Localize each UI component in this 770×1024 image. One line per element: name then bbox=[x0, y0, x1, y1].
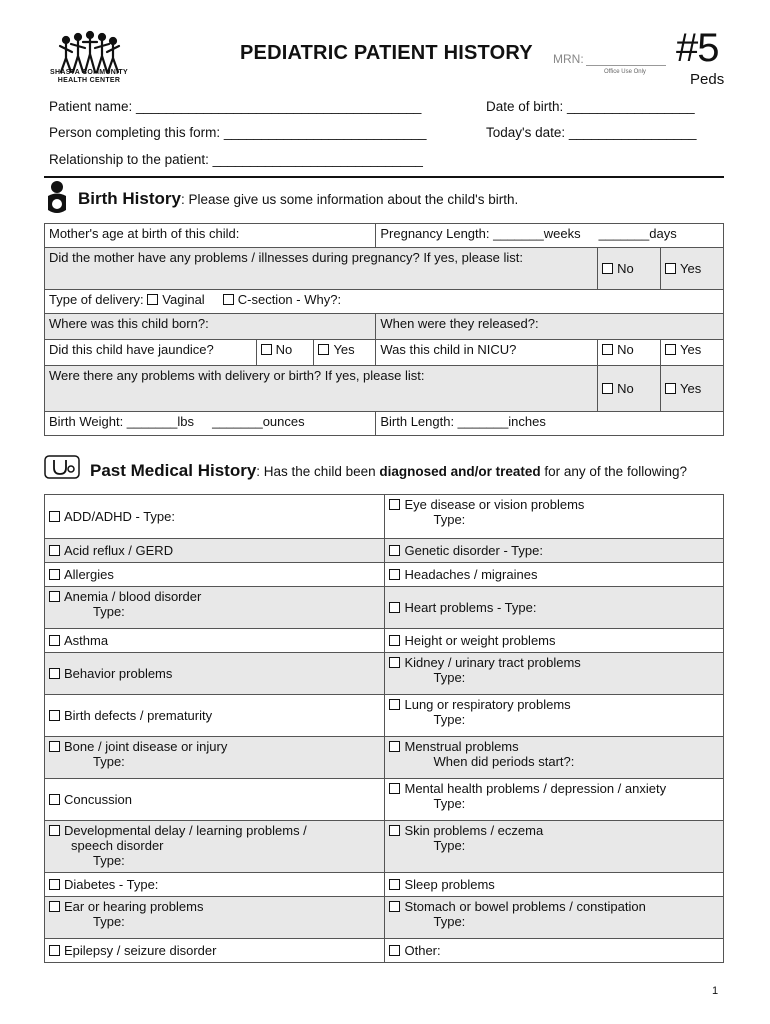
mrn-field[interactable]: MRN: bbox=[553, 52, 666, 66]
checkbox[interactable] bbox=[49, 668, 60, 679]
dob-field[interactable]: Date of birth: _________________ bbox=[486, 99, 695, 114]
checkbox[interactable] bbox=[389, 699, 400, 710]
condition-type-field[interactable]: Type: bbox=[93, 604, 125, 619]
checkbox[interactable] bbox=[389, 945, 400, 956]
checkbox[interactable] bbox=[389, 825, 400, 836]
csection-checkbox[interactable]: C-section - Why?: bbox=[223, 292, 341, 307]
condition-type-field[interactable]: Type: bbox=[93, 914, 125, 929]
condition-right[interactable] bbox=[385, 873, 724, 897]
mother-problems-field[interactable]: Did the mother have any problems / illnesses during pregnancy? If yes, please list: bbox=[45, 248, 598, 290]
checkbox[interactable] bbox=[389, 499, 400, 510]
condition-label: Sleep problems bbox=[404, 877, 495, 892]
condition-left[interactable] bbox=[45, 587, 385, 629]
condition-label: Genetic disorder - Type: bbox=[404, 543, 543, 558]
medical-history-table bbox=[44, 494, 724, 963]
condition-label: Bone / joint disease or injury bbox=[64, 739, 228, 754]
condition-type-field[interactable]: Type: bbox=[93, 754, 125, 769]
condition-right[interactable] bbox=[385, 737, 724, 779]
condition-right[interactable] bbox=[385, 939, 724, 963]
condition-right[interactable] bbox=[385, 539, 724, 563]
checkbox[interactable] bbox=[49, 545, 60, 556]
birth-length-field[interactable]: Birth Length: _______inches bbox=[376, 412, 724, 436]
checkbox[interactable] bbox=[389, 635, 400, 646]
condition-label: Height or weight problems bbox=[404, 633, 556, 648]
relationship-field[interactable]: Relationship to the patient: ____________________________ bbox=[49, 152, 423, 167]
condition-right[interactable] bbox=[385, 653, 724, 695]
condition-label: Ear or hearing problems bbox=[64, 899, 204, 914]
condition-label: ADD/ADHD - Type: bbox=[64, 509, 176, 524]
table-row bbox=[45, 873, 724, 897]
condition-label: Anemia / blood disorder bbox=[64, 589, 202, 604]
todays-date-field[interactable]: Today's date: _________________ bbox=[486, 125, 697, 140]
condition-label-cont: speech disorder bbox=[71, 838, 164, 853]
checkbox[interactable] bbox=[49, 901, 60, 912]
condition-right[interactable] bbox=[385, 779, 724, 821]
nicu-no[interactable]: No bbox=[598, 340, 661, 366]
condition-right[interactable] bbox=[385, 563, 724, 587]
pregnancy-length-field[interactable]: Pregnancy Length: _______weeks _______days bbox=[376, 224, 724, 248]
delivery-problems-no[interactable]: No bbox=[598, 366, 661, 412]
condition-left[interactable] bbox=[45, 629, 385, 653]
condition-label: Mental health problems / depression / anxiety bbox=[404, 781, 667, 796]
jaundice-yes[interactable]: Yes bbox=[314, 340, 376, 366]
condition-type-field[interactable]: Type: bbox=[433, 914, 466, 929]
checkbox[interactable] bbox=[389, 569, 400, 580]
jaundice-label: Did this child have jaundice? bbox=[45, 340, 257, 366]
checkbox[interactable] bbox=[49, 710, 60, 721]
office-use-label: Office Use Only bbox=[604, 69, 646, 75]
condition-left[interactable] bbox=[45, 939, 385, 963]
table-row bbox=[45, 587, 724, 629]
org-name: SHASTA COMMUNITY HEALTH CENTER bbox=[50, 69, 128, 84]
table-row bbox=[45, 821, 724, 873]
checkbox[interactable] bbox=[49, 945, 60, 956]
table-row bbox=[45, 539, 724, 563]
condition-label: Stomach or bowel problems / constipation bbox=[404, 899, 646, 914]
table-row bbox=[45, 629, 724, 653]
condition-label: Allergies bbox=[64, 567, 114, 582]
birth-weight-field[interactable]: Birth Weight: _______lbs _______ounces bbox=[45, 412, 376, 436]
where-born-field[interactable]: Where was this child born?: bbox=[45, 314, 376, 340]
condition-right[interactable] bbox=[385, 629, 724, 653]
checkbox[interactable] bbox=[49, 569, 60, 580]
condition-label: Heart problems - Type: bbox=[404, 600, 537, 615]
checkbox[interactable] bbox=[49, 794, 60, 805]
condition-label: Concussion bbox=[64, 792, 132, 807]
checkbox[interactable] bbox=[389, 783, 400, 794]
condition-type-field[interactable]: Type: bbox=[433, 670, 466, 685]
form-type: Peds bbox=[690, 71, 725, 88]
condition-label: Behavior problems bbox=[64, 666, 173, 681]
page-number: 1 bbox=[712, 985, 719, 997]
condition-label: Lung or respiratory problems bbox=[404, 697, 571, 712]
condition-type-field[interactable]: Type: bbox=[433, 712, 466, 727]
form-title: PEDIATRIC PATIENT HISTORY bbox=[240, 42, 533, 64]
condition-left[interactable] bbox=[45, 539, 385, 563]
condition-right[interactable] bbox=[385, 587, 724, 629]
table-row bbox=[45, 897, 724, 939]
condition-left[interactable] bbox=[45, 695, 385, 737]
checkbox[interactable] bbox=[389, 901, 400, 912]
person-completing-field[interactable]: Person completing this form: ___________________________ bbox=[49, 125, 427, 140]
checkbox[interactable] bbox=[49, 591, 60, 602]
table-row bbox=[45, 695, 724, 737]
condition-label: Acid reflux / GERD bbox=[64, 543, 174, 558]
condition-type-field[interactable]: Type: bbox=[433, 838, 466, 853]
condition-label: Epilepsy / seizure disorder bbox=[64, 943, 217, 958]
divider bbox=[44, 176, 724, 178]
delivery-type-row: Type of delivery: Vaginal C-section - Why?: bbox=[45, 290, 724, 314]
table-row bbox=[45, 495, 724, 539]
condition-left[interactable] bbox=[45, 873, 385, 897]
vaginal-checkbox[interactable]: Vaginal bbox=[147, 292, 204, 307]
condition-left[interactable] bbox=[45, 821, 385, 873]
checkbox[interactable] bbox=[389, 879, 400, 890]
condition-label: Birth defects / prematurity bbox=[64, 708, 213, 723]
birth-history-table bbox=[44, 223, 724, 436]
mother-problems-yes[interactable]: Yes bbox=[661, 248, 724, 290]
table-row bbox=[45, 653, 724, 695]
table-row bbox=[45, 779, 724, 821]
condition-label: Headaches / migraines bbox=[404, 567, 538, 582]
checkbox[interactable] bbox=[49, 511, 60, 522]
form-number: #5 bbox=[676, 26, 719, 70]
condition-right[interactable] bbox=[385, 897, 724, 939]
condition-type-field[interactable]: Type: bbox=[93, 853, 125, 868]
when-released-field[interactable]: When were they released?: bbox=[376, 314, 724, 340]
checkbox[interactable] bbox=[389, 741, 400, 752]
condition-left[interactable] bbox=[45, 779, 385, 821]
condition-right[interactable] bbox=[385, 495, 724, 539]
baby-icon bbox=[44, 180, 70, 221]
condition-left[interactable] bbox=[45, 653, 385, 695]
delivery-problems-field[interactable]: Were there any problems with delivery or birth? If yes, please list: bbox=[45, 366, 598, 412]
mother-age-field[interactable]: Mother's age at birth of this child: bbox=[45, 224, 376, 248]
medical-history-heading: Past Medical History: Has the child been diagnosed and/or treated for any of the following? bbox=[90, 461, 687, 480]
condition-type-field[interactable]: When did periods start?: bbox=[433, 754, 575, 769]
nicu-yes[interactable]: Yes bbox=[661, 340, 724, 366]
delivery-problems-yes[interactable]: Yes bbox=[661, 366, 724, 412]
condition-label: Menstrual problems bbox=[404, 739, 519, 754]
condition-type-field[interactable]: Type: bbox=[433, 796, 466, 811]
condition-left[interactable] bbox=[45, 563, 385, 587]
condition-left[interactable] bbox=[45, 737, 385, 779]
stethoscope-icon bbox=[44, 452, 80, 487]
condition-label: Developmental delay / learning problems / bbox=[64, 823, 307, 838]
jaundice-no[interactable]: No bbox=[256, 340, 314, 366]
birth-history-heading: Birth History: Please give us some information about the child's birth. bbox=[78, 189, 519, 208]
condition-label: Skin problems / eczema bbox=[404, 823, 544, 838]
condition-left[interactable] bbox=[45, 495, 385, 539]
checkbox[interactable] bbox=[49, 741, 60, 752]
table-row bbox=[45, 737, 724, 779]
checkbox[interactable] bbox=[49, 635, 60, 646]
nicu-label: Was this child in NICU? bbox=[376, 340, 598, 366]
condition-label: Eye disease or vision problems bbox=[404, 497, 585, 512]
checkbox[interactable] bbox=[389, 545, 400, 556]
condition-left[interactable] bbox=[45, 897, 385, 939]
condition-label: Diabetes - Type: bbox=[64, 877, 159, 892]
mother-problems-no[interactable]: No bbox=[598, 248, 661, 290]
condition-label: Other: bbox=[404, 943, 441, 958]
patient-name-field[interactable]: Patient name: ______________________________________ bbox=[49, 99, 422, 114]
table-row bbox=[45, 939, 724, 963]
condition-type-field[interactable]: Type: bbox=[433, 512, 466, 527]
condition-label: Asthma bbox=[64, 633, 109, 648]
checkbox[interactable] bbox=[49, 825, 60, 836]
table-row bbox=[45, 563, 724, 587]
checkbox[interactable] bbox=[49, 879, 60, 890]
condition-label: Kidney / urinary tract problems bbox=[404, 655, 581, 670]
condition-right[interactable] bbox=[385, 695, 724, 737]
condition-right[interactable] bbox=[385, 821, 724, 873]
checkbox[interactable] bbox=[389, 602, 400, 613]
checkbox[interactable] bbox=[389, 657, 400, 668]
